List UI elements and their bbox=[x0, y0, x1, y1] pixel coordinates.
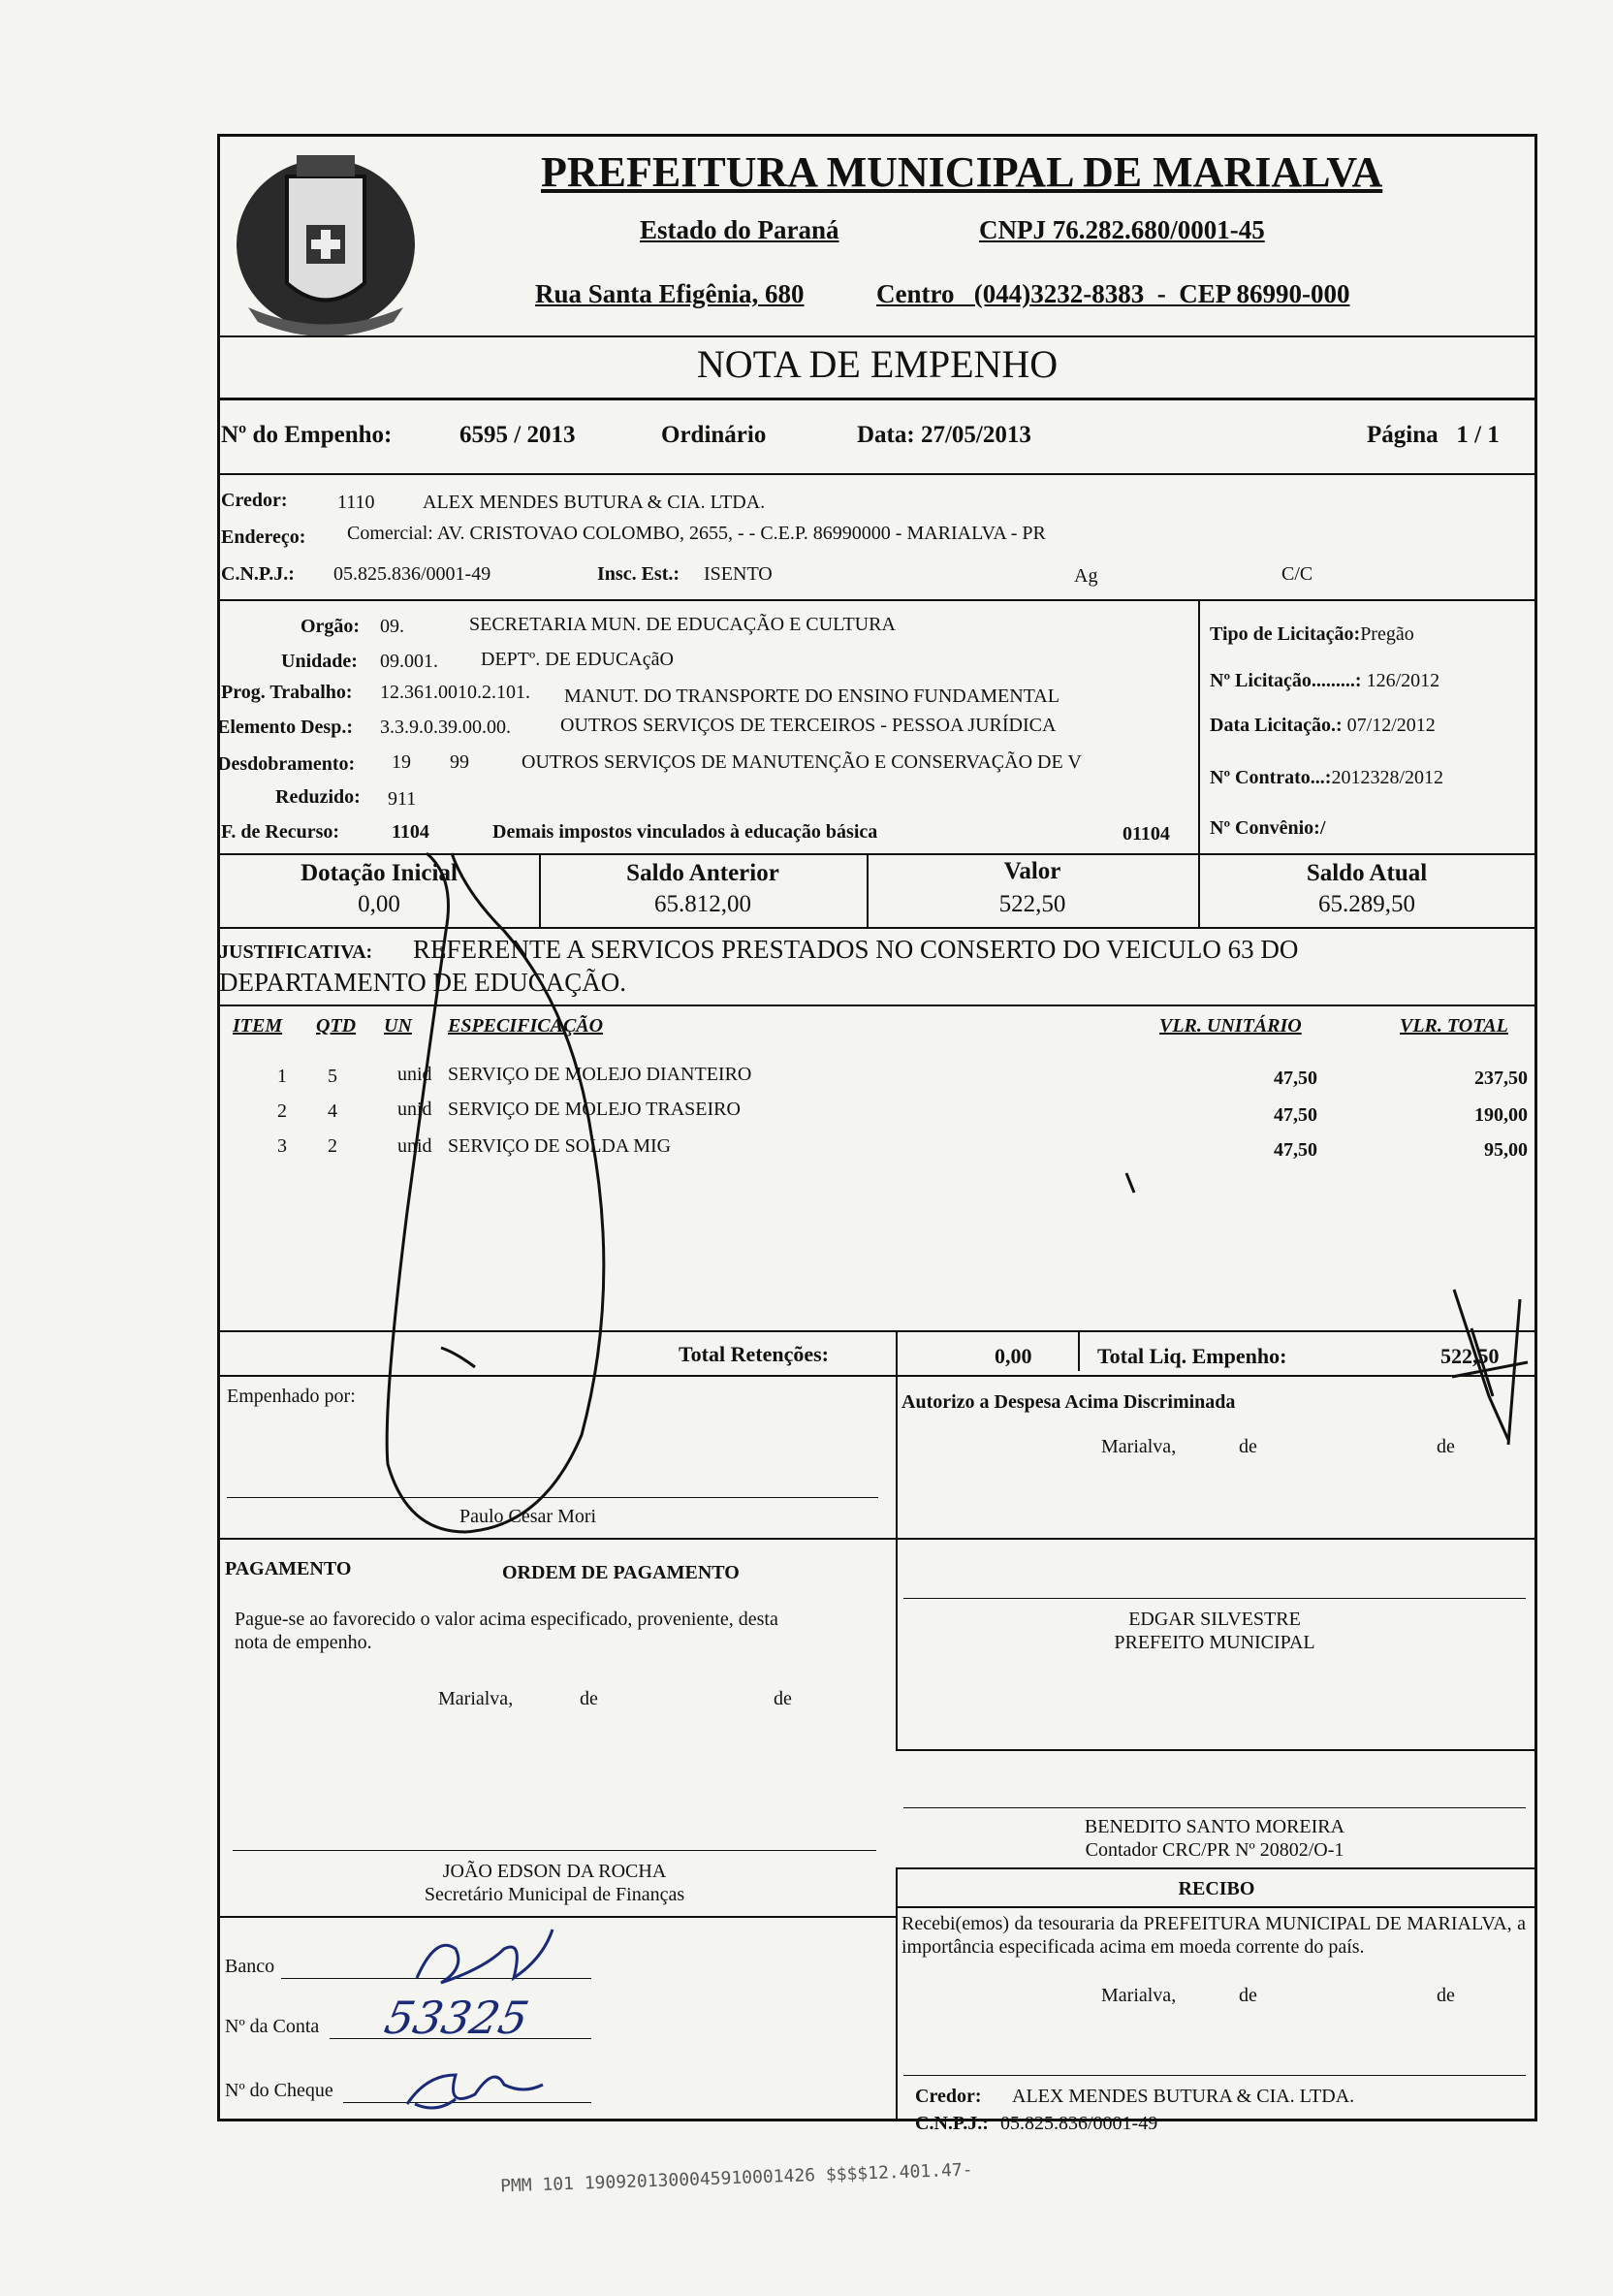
col-qtd: QTD bbox=[316, 1015, 357, 1036]
item-esp: SERVIÇO DE MOLEJO DIANTEIRO bbox=[448, 1064, 752, 1085]
recibo-credor-name: ALEX MENDES BUTURA & CIA. LTDA. bbox=[1012, 2086, 1355, 2107]
secretario-title: Secretário Municipal de Finanças bbox=[424, 1884, 685, 1905]
prog-label: Prog. Trabalho: bbox=[221, 682, 353, 703]
recibo-de2: de bbox=[1437, 1985, 1455, 2006]
recibo-credor-label: Credor: bbox=[915, 2086, 982, 2107]
credor-code: 1110 bbox=[337, 492, 375, 513]
contador-name: BENEDITO SANTO MOREIRA bbox=[1084, 1816, 1345, 1837]
conta-label: Nº da Conta bbox=[225, 2016, 320, 2037]
item-un: unid bbox=[397, 1099, 432, 1120]
retencoes-label: Total Retenções: bbox=[679, 1342, 829, 1366]
prog-code: 12.361.0010.2.101. bbox=[380, 682, 530, 703]
unidade-code: 09.001. bbox=[380, 651, 438, 672]
pagamento-text2: nota de empenho. bbox=[235, 1632, 372, 1653]
justificativa-line2: DEPARTAMENTO DE EDUCAÇÃO. bbox=[219, 968, 626, 997]
item-number: 2 bbox=[277, 1100, 287, 1122]
address-contact: Centro (044)3232-8383 - CEP 86990-000 bbox=[876, 279, 1350, 308]
cc-label: C/C bbox=[1281, 563, 1313, 585]
state-label: Estado do Paraná bbox=[640, 215, 839, 244]
credor-label: Credor: bbox=[221, 490, 288, 511]
col-vlr-unitario: VLR. UNITÁRIO bbox=[1159, 1015, 1302, 1036]
doc-title: NOTA DE EMPENHO bbox=[696, 342, 1059, 386]
elemento-label: Elemento Desp.: bbox=[217, 717, 353, 738]
ordem-pagamento-label: ORDEM DE PAGAMENTO bbox=[502, 1562, 740, 1583]
item-unit: 47,50 bbox=[1274, 1139, 1317, 1161]
pagamento-de1: de bbox=[580, 1688, 598, 1709]
unidade-label: Unidade: bbox=[281, 651, 358, 672]
recurso-code2: 01104 bbox=[1123, 823, 1170, 845]
recibo-text: Recebi(emos) da tesouraria da PREFEITURA MUNICIPAL DE MARIALVA, a importância especificada acima em moeda corrente do país. bbox=[901, 1913, 1526, 1958]
autorizo-label: Autorizo a Despesa Acima Discriminada bbox=[901, 1391, 1236, 1413]
valor-value: 522,50 bbox=[998, 891, 1066, 917]
retencoes-value: 0,00 bbox=[995, 1344, 1032, 1368]
recibo-cnpj-label: C.N.P.J.: bbox=[915, 2113, 989, 2134]
recurso-code: 1104 bbox=[392, 821, 429, 843]
cheque-label: Nº do Cheque bbox=[225, 2080, 333, 2101]
item-qtd: 4 bbox=[328, 1100, 337, 1122]
footer-code: PMM 101 1909201300045910001426 $$$$12.401.47- bbox=[499, 2159, 973, 2197]
recibo-de1: de bbox=[1239, 1985, 1257, 2006]
autorizo-city: Marialva, bbox=[1101, 1436, 1177, 1457]
insc-label: Insc. Est.: bbox=[597, 563, 680, 585]
empenhado-name: Paulo César Mori bbox=[459, 1506, 597, 1527]
tipo-licitacao-label: Tipo de Licitação:Pregão bbox=[1210, 623, 1414, 645]
insc-value: ISENTO bbox=[704, 563, 773, 585]
saldo-atual-value: 65.289,50 bbox=[1318, 891, 1415, 917]
item-total: 190,00 bbox=[1474, 1104, 1528, 1126]
contador-title: Contador CRC/PR Nº 20802/O-1 bbox=[1085, 1839, 1344, 1861]
desdobramento-code2: 99 bbox=[450, 751, 469, 773]
item-number: 3 bbox=[277, 1135, 287, 1157]
item-esp: SERVIÇO DE MOLEJO TRASEIRO bbox=[448, 1099, 741, 1120]
item-un: unid bbox=[397, 1064, 432, 1085]
recibo-cnpj: 05.825.836/0001-49 bbox=[1000, 2113, 1158, 2134]
desdobramento-name: OUTROS SERVIÇOS DE MANUTENÇÃO E CONSERVAÇÃO DE V bbox=[522, 751, 1082, 773]
data-licitacao-label: Data Licitação.: 07/12/2012 bbox=[1210, 715, 1436, 736]
reduzido-value: 911 bbox=[388, 788, 417, 810]
pagamento-de2: de bbox=[774, 1688, 792, 1709]
credor-name: ALEX MENDES BUTURA & CIA. LTDA. bbox=[423, 492, 766, 513]
item-number: 1 bbox=[277, 1066, 287, 1087]
item-qtd: 5 bbox=[328, 1066, 337, 1087]
saldo-anterior-value: 65.812,00 bbox=[654, 891, 751, 917]
banco-label: Banco bbox=[225, 1956, 275, 1977]
liq-empenho-value: 522,50 bbox=[1440, 1344, 1500, 1368]
item-qtd: 2 bbox=[328, 1135, 337, 1157]
item-esp: SERVIÇO DE SOLDA MIG bbox=[448, 1135, 672, 1157]
address-field-label: Endereço: bbox=[221, 526, 306, 548]
item-total: 95,00 bbox=[1484, 1139, 1528, 1161]
dotacao-label: Dotação Inicial bbox=[300, 860, 458, 886]
address-label: Rua Santa Efigênia, 680 bbox=[535, 279, 805, 308]
secretario-name: JOÃO EDSON DA ROCHA bbox=[442, 1861, 667, 1882]
cnpj-label: CNPJ 76.282.680/0001-45 bbox=[979, 215, 1265, 244]
orgao-name: SECRETARIA MUN. DE EDUCAÇÃO E CULTURA bbox=[469, 614, 896, 635]
prefeito-name: EDGAR SILVESTRE bbox=[1128, 1609, 1301, 1630]
reduzido-label: Reduzido: bbox=[275, 786, 361, 808]
prog-name: MANUT. DO TRANSPORTE DO ENSINO FUNDAMENTAL bbox=[564, 686, 1060, 707]
elemento-name: OUTROS SERVIÇOS DE TERCEIROS - PESSOA JURÍDICA bbox=[560, 715, 1057, 736]
contrato-label: Nº Contrato...:2012328/2012 bbox=[1210, 767, 1444, 788]
pagamento-label: PAGAMENTO bbox=[225, 1558, 352, 1579]
col-un: UN bbox=[384, 1015, 412, 1036]
elemento-code: 3.3.9.0.39.00.00. bbox=[380, 717, 511, 738]
num-licitacao-label: Nº Licitação.........: 126/2012 bbox=[1210, 670, 1440, 691]
recibo-title: RECIBO bbox=[1178, 1878, 1255, 1899]
recurso-name: Demais impostos vinculados à educação básica bbox=[492, 821, 878, 843]
empenho-type: Ordinário bbox=[661, 422, 767, 448]
desdobramento-label: Desdobramento: bbox=[217, 753, 356, 775]
item-un: unid bbox=[397, 1135, 432, 1157]
item-unit: 47,50 bbox=[1274, 1068, 1317, 1089]
page-number: Página 1 / 1 bbox=[1367, 422, 1500, 448]
justificativa-line1: REFERENTE A SERVICOS PRESTADOS NO CONSERTO DO VEICULO 63 DO bbox=[413, 935, 1299, 964]
valor-label: Valor bbox=[1003, 858, 1061, 884]
empenho-date: Data: 27/05/2013 bbox=[857, 422, 1031, 448]
item-total: 237,50 bbox=[1474, 1068, 1528, 1089]
credor-cnpj: 05.825.836/0001-49 bbox=[333, 563, 491, 585]
credor-address: Comercial: AV. CRISTOVAO COLOMBO, 2655, - - C.E.P. 86990000 - MARIALVA - PR bbox=[347, 523, 1046, 544]
recibo-city: Marialva, bbox=[1101, 1985, 1177, 2006]
empenho-number: 6595 / 2013 bbox=[459, 422, 576, 448]
pagamento-city: Marialva, bbox=[438, 1688, 514, 1709]
conta-handwritten: 53325 bbox=[380, 1992, 534, 2044]
pagamento-text1: Pague-se ao favorecido o valor acima especificado, proveniente, desta bbox=[235, 1609, 778, 1630]
orgao-code: 09. bbox=[380, 616, 404, 637]
empenhado-label: Empenhado por: bbox=[227, 1386, 356, 1407]
desdobramento-code: 19 bbox=[392, 751, 411, 773]
autorizo-de2: de bbox=[1437, 1436, 1455, 1457]
saldo-anterior-label: Saldo Anterior bbox=[626, 860, 779, 886]
orgao-label: Orgão: bbox=[300, 616, 361, 637]
item-unit: 47,50 bbox=[1274, 1104, 1317, 1126]
saldo-atual-label: Saldo Atual bbox=[1306, 860, 1428, 886]
cnpj-field-label: C.N.P.J.: bbox=[221, 563, 295, 585]
dotacao-value: 0,00 bbox=[358, 891, 400, 917]
prefeito-title: PREFEITO MUNICIPAL bbox=[1114, 1632, 1315, 1653]
col-item: ITEM bbox=[233, 1015, 283, 1036]
autorizo-de1: de bbox=[1239, 1436, 1257, 1457]
unidade-name: DEPTº. DE EDUCAçãO bbox=[481, 649, 674, 670]
page-title: PREFEITURA MUNICIPAL DE MARIALVA bbox=[541, 148, 1383, 196]
recurso-label: F. de Recurso: bbox=[221, 821, 340, 843]
justificativa-label: JUSTIFICATIVA: bbox=[219, 941, 373, 963]
ag-label: Ag bbox=[1074, 565, 1098, 587]
col-vlr-total: VLR. TOTAL bbox=[1400, 1015, 1508, 1036]
convenio-label: Nº Convênio:/ bbox=[1210, 817, 1326, 839]
empenho-label: Nº do Empenho: bbox=[221, 422, 393, 448]
liq-empenho-label: Total Liq. Empenho: bbox=[1097, 1344, 1287, 1368]
col-especificacao: ESPECIFICAÇÃO bbox=[448, 1015, 604, 1036]
